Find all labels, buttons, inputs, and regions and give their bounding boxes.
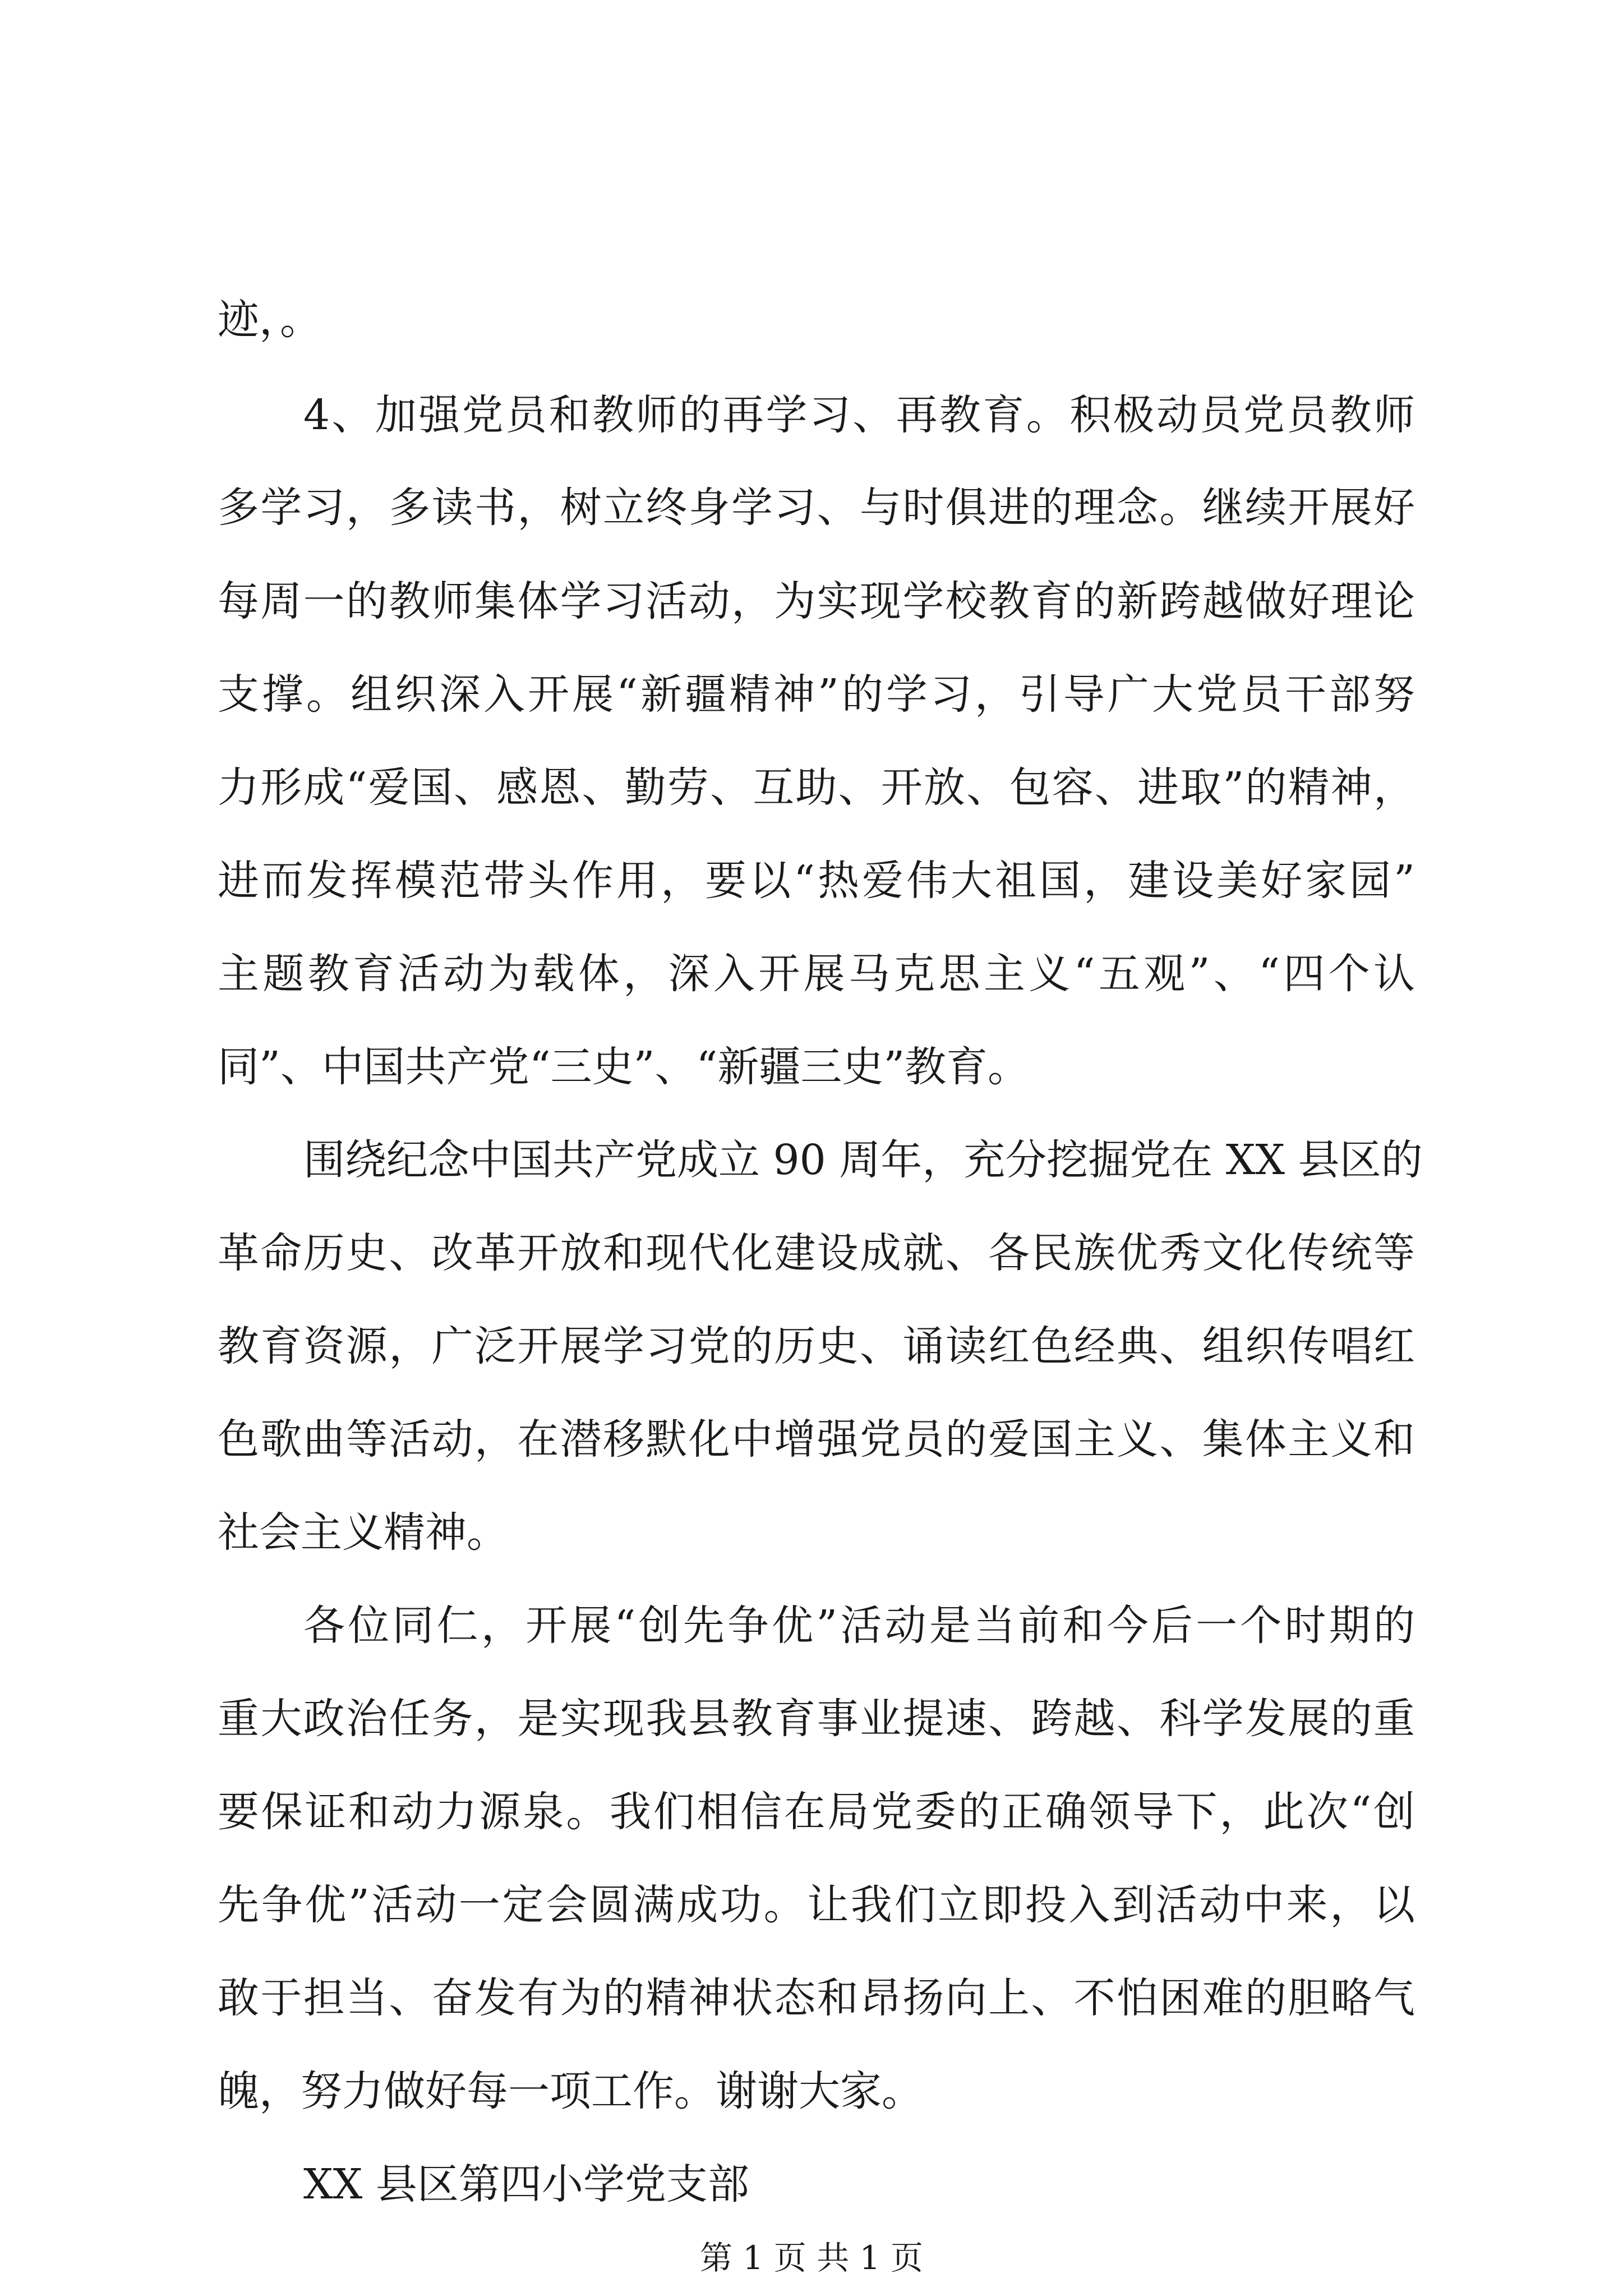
paragraph-line: 先争优”活动一定会圆满成功。让我们立即投入到活动中来，以 (218, 1881, 1415, 1929)
paragraph-line: 要保证和动力源泉。我们相信在局党委的正确领导下，此次“创 (218, 1788, 1415, 1836)
paragraph-line: 迹，。 (218, 296, 321, 344)
paragraph-line: 支撑。组织深入开展“新疆精神”的学习，引导广大党员干部努 (218, 670, 1415, 719)
paragraph-line: 社会主义精神。 (218, 1508, 508, 1557)
paragraph-line: 同”、中国共产党“三史”、“新疆三史”教育。 (218, 1043, 1030, 1091)
paragraph-line: 各位同仁，开展“创先争优”活动是当前和今后一个时期的 (303, 1602, 1415, 1650)
paragraph-line: 主题教育活动为载体，深入开展马克思主义“五观”、“四个认 (218, 950, 1415, 998)
paragraph-line: 进而发挥模范带头作用，要以“热爱伟大祖国，建设美好家园” (218, 857, 1415, 905)
paragraph-line: 敢于担当、奋发有为的精神状态和昂扬向上、不怕困难的胆略气 (218, 1974, 1415, 2022)
paragraph-line: 力形成“爱国、感恩、勤劳、互助、开放、包容、进取”的精神， (218, 763, 1415, 812)
paragraph-line: 4、加强党员和教师的再学习、再教育。积极动员党员教师 (303, 391, 1415, 439)
paragraph-line: 革命历史、改革开放和现代化建设成就、各民族优秀文化传统等 (218, 1229, 1415, 1277)
paragraph-line: 色歌曲等活动，在潜移默化中增强党员的爱国主义、集体主义和 (218, 1415, 1415, 1464)
page-footer: 第 1 页 共 1 页 (700, 2239, 923, 2277)
paragraph-line: 教育资源，广泛开展学习党的历史、诵读红色经典、组织传唱红 (218, 1322, 1415, 1370)
paragraph-line: 每周一的教师集体学习活动，为实现学校教育的新跨越做好理论 (218, 577, 1415, 625)
signature: XX 县区第四小学党支部 (303, 2160, 749, 2208)
paragraph-line: 重大政治任务，是实现我县教育事业提速、跨越、科学发展的重 (218, 1695, 1415, 1743)
paragraph-line: 魄，努力做好每一项工作。谢谢大家。 (218, 2067, 923, 2115)
paragraph-line: 多学习，多读书，树立终身学习、与时俱进的理念。继续开展好 (218, 484, 1415, 532)
paragraph-line: 围绕纪念中国共产党成立 90 周年，充分挖掘党在 XX 县区的 (303, 1136, 1423, 1184)
